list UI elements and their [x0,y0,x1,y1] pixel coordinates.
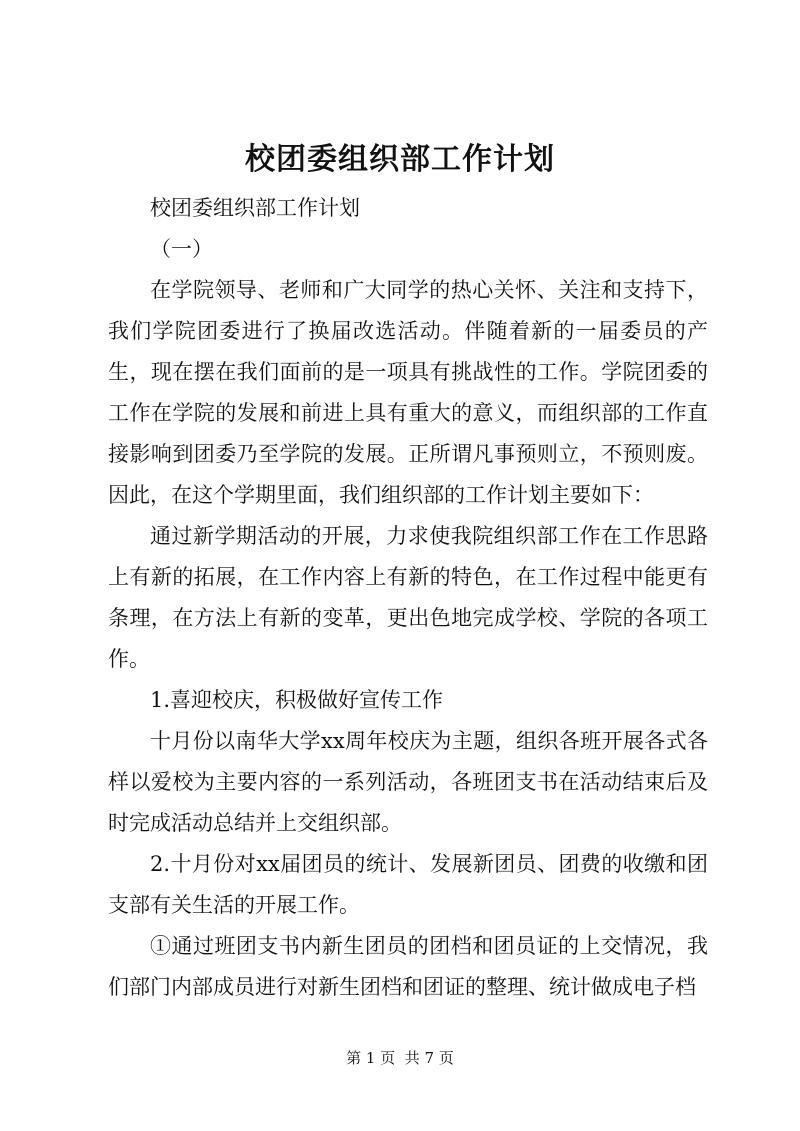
document-title: 校团委组织部工作计划 [245,142,555,177]
paragraph-item-2-heading: 2.十月份对xx届团员的统计、发展新团员、团费的收缴和团支部有关生活的开展工作。 [108,852,708,917]
paragraph-intro: 在学院领导、老师和广大同学的热心关怀、关注和支持下，我们学院团委进行了换届改选活动。伴随着新的一届委员的产生，现在摆在我们面前的是一项具有挑战性的工作。学院团委的工作在学院的发展和前进上具有重大的意义，而组织部的工作直接影响到团委乃至学院的发展。正所谓凡事预则立，不预则废。因此，在这个学期里面，我们组织部的工作计划主要如下： [108,278,708,507]
page-footer [0,1048,800,1068]
paragraph-section-marker: （一） [150,237,213,261]
paragraph-item-1-body: 十月份以南华大学xx周年校庆为主题，组织各班开展各式各样以爱校为主要内容的一系列活动，各班团支书在活动结束后及时完成活动总结并上交组织部。 [108,729,708,835]
paragraph-goals: 通过新学期活动的开展，力求使我院组织部工作在工作思路上有新的拓展，在工作内容上有新的特色，在工作过程中能更有条理，在方法上有新的变革，更出色地完成学校、学院的各项工作。 [108,524,708,671]
page-number-label: 第 1 页 共 7 页 [346,1049,454,1067]
paragraph-item-2-sub-1: ①通过班团支书内新生团员的团档和团员证的上交情况，我们部门内部成员进行对新生团档和团证的整理、统计做成电子档 [108,934,708,999]
paragraph-item-1-heading: 1.喜迎校庆，积极做好宣传工作 [150,688,444,712]
paragraph-subtitle: 校团委组织部工作计划 [150,196,360,220]
document-body [108,186,708,1008]
